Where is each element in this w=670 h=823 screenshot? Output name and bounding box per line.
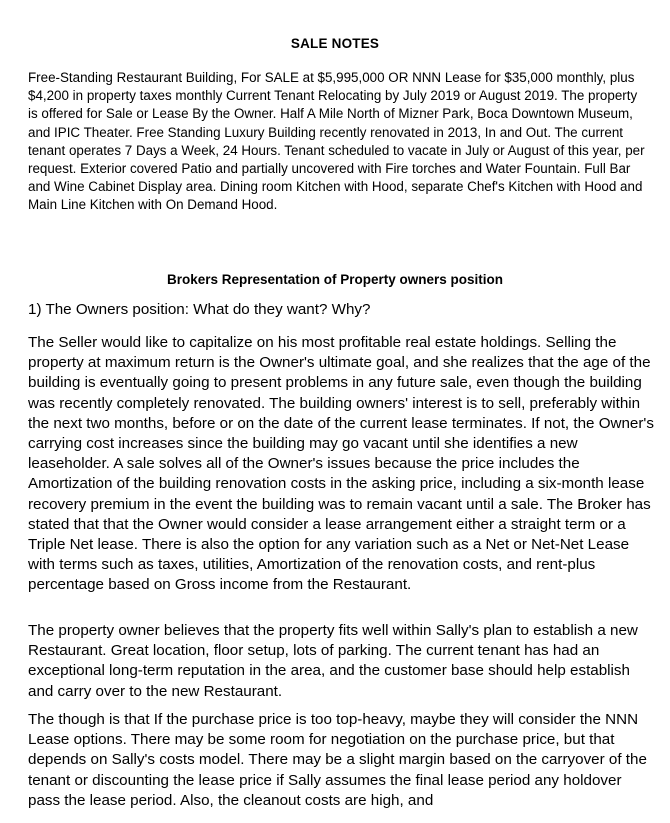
section-heading: Brokers Representation of Property owners position: [166, 272, 504, 287]
paragraph-owner-position: The Seller would like to capitalize on his most profitable real estate holdings. Selling the property at maximum return is the Owner's ultimate goal, and she realizes that the age of the building is eventually going to present problems in any future sale, even though the building was recently completely renovated. The building owners' interest is to sell, preferably within the next two months, before or on the date of the current lease terminates. If not, the Owner's carrying cost increases since the building may go vacant until she identifies a new leaseholder. A sale solves all of the Owner's issues because the price includes the Amortization of the building renovation costs in the asking price, including a six-month lease recovery premium in the event the building was to remain vacant until a sale. The Broker has stated that that the Owner would consider a lease arrangement either a straight term or a Triple Net lease. There is also the option for any variation such as a Net or Net-Net Lease with terms such as taxes, utilities, Amortization of the renovation costs, and rent-plus percentage based on Gross income from the Restaurant.: [28, 334, 654, 594]
question-line: 1) The Owners position: What do they want? Why?: [28, 301, 371, 318]
paragraph-price-negotiation: The though is that If the purchase price is too top-heavy, maybe they will consider the NNN Lease options. There may be some room for negotiation on the purchase price, but that depends on Sally's costs model. There may be a slight margin based on the carryover of the tenant or discounting the lease price if Sally assumes the final lease period any holdover pass the lease period. Also, the cleanout costs are high, and: [28, 711, 647, 809]
sale-notes-paragraph: Free-Standing Restaurant Building, For SALE at $5,995,000 OR NNN Lease for $35,000 monthly, plus $4,200 in property taxes monthly Current Tenant Relocating by July 2019 or August 2019. The property is offered for Sale or Lease By the Owner. Half A Mile North of Mizner Park, Boca Downtown Museum, and IPIC Theater. Free Standing Luxury Building recently renovated in 2013, In and Out. The current tenant operates 7 Days a Week, 24 Hours. Tenant scheduled to vacate in July or August of this year, per request. Exterior covered Patio and partially uncovered with Fire torches and Water Fountain. Full Bar and Wine Cabinet Display area. Dining room Kitchen with Hood, separate Chef's Kitchen with Hood and Main Line Kitchen with On Demand Hood.: [28, 70, 645, 213]
paragraph-property-fit: The property owner believes that the property fits well within Sally's plan to establish a new Restaurant. Great location, floor setup, lots of parking. The current tenant has had an exceptional long-term reputation in the area, and the customer base should help establish and carry over to the new Restaurant.: [28, 622, 638, 700]
page-title: SALE NOTES: [290, 36, 380, 51]
